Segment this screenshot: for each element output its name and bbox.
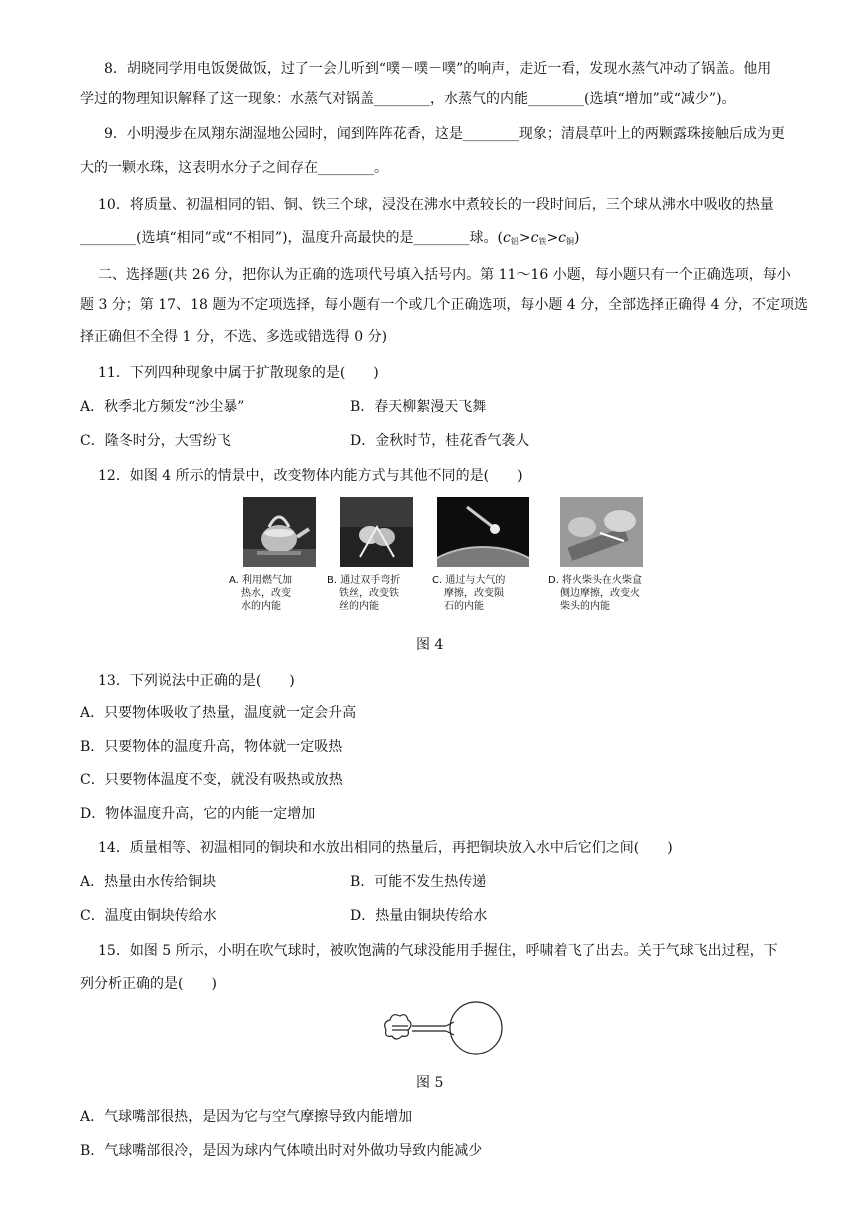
q8-line2: 学过的物理知识解释了这一现象：水蒸气对锅盖________，水蒸气的内能________(选填“增加”或“减少”)。 [80, 91, 736, 107]
q14-option-d: D．热量由铜块传给水 [350, 908, 488, 924]
q11-option-a: A．秋季北方频发“沙尘暴” [80, 399, 245, 415]
caption-d-line3: 柴头的内能 [560, 601, 610, 612]
q9-line2: 大的一颗水珠，这表明水分子之间存在________。 [80, 160, 388, 176]
section2-line2: 题 3 分；第 17、18 题为不定项选择，每小题有一个或几个正确选项，每小题 4 分，全部选择正确得 4 分，不定项选 [80, 297, 808, 313]
q13-option-d: D．物体温度升高，它的内能一定增加 [80, 806, 316, 822]
q15-line2: 列分析正确的是( ) [80, 976, 217, 992]
section2-line1: 二、选择题(共 26 分，把你认为正确的选项代号填入括号内。第 11～16 小题，每小题只有一个正确选项，每小 [98, 267, 791, 283]
q10-line1: 10．将质量、初温相同的铝、铜、铁三个球，浸没在沸水中煮较长的一段时间后，三个球从沸水中吸收的热量 [98, 197, 774, 213]
q9-line1: 9．小明漫步在凤翔东湖湿地公园时，闻到阵阵花香，这是________现象；清晨草叶上的两颗露珠接触后成为更 [104, 126, 785, 142]
section2-line3: 择正确但不全得 1 分，不选、多选或错选得 0 分) [80, 329, 388, 345]
q15-option-b: B．气球嘴部很冷，是因为球内气体喷出时对外做功导致内能减少 [80, 1143, 483, 1159]
q13-option-c: C．只要物体温度不变，就没有吸热或放热 [80, 772, 343, 788]
caption-a-line1: A. 利用燃气加 [229, 575, 293, 586]
caption-c-line2: 摩擦，改变陨 [444, 588, 504, 599]
caption-c [432, 574, 505, 613]
sub-al: 铝 [510, 237, 519, 246]
sub-cu: 铜 [566, 237, 575, 246]
gt-2: > [546, 230, 559, 246]
c-symbol-fe: c [530, 230, 539, 246]
match-striking-photo [560, 497, 643, 567]
q10-line2 [80, 227, 579, 247]
q13-stem: 13．下列说法中正确的是( ) [98, 673, 295, 689]
q13-option-a: A．只要物体吸收了热量，温度就一定会升高 [80, 705, 357, 721]
caption-c-line1: C. 通过与大气的 [432, 575, 506, 586]
caption-a [229, 574, 292, 613]
q10-line2-text: ________(选填“相同”或“不相同”)，温度升高最快的是________球。( [80, 230, 504, 246]
caption-a-line3: 水的内能 [241, 601, 281, 612]
meteor-photo [437, 497, 529, 567]
q14-stem: 14．质量相等、初温相同的铜块和水放出相同的热量后，再把铜块放入水中后它们之间( ) [98, 840, 673, 856]
caption-b-line3: 丝的内能 [339, 601, 379, 612]
q11-option-d: D．金秋时节，桂花香气袭人 [350, 433, 530, 449]
balloon-drawing [380, 1000, 508, 1056]
q15-line1: 15．如图 5 所示，小明在吹气球时，被吹饱满的气球没能用手握住，呼啸着飞了出去。关于气球飞出过程，下 [98, 943, 778, 959]
q15-option-a: A．气球嘴部很热，是因为它与空气摩擦导致内能增加 [80, 1109, 413, 1125]
q11-option-b: B．春天柳絮漫天飞舞 [350, 399, 487, 415]
close-paren: ) [574, 230, 580, 246]
q12-stem: 12．如图 4 所示的情景中，改变物体内能方式与其他不同的是( ) [98, 468, 523, 484]
caption-d [548, 574, 642, 613]
c-symbol-cu: c [558, 230, 567, 246]
gt-1: > [518, 230, 531, 246]
caption-d-line1: D. 将火柴头在火柴盒 [548, 575, 643, 586]
caption-d-line2: 侧边摩擦，改变火 [560, 588, 640, 599]
figure-5-label: 图 5 [416, 1075, 444, 1091]
sub-fe: 铁 [538, 237, 547, 246]
q13-option-b: B．只要物体的温度升高，物体就一定吸热 [80, 739, 343, 755]
kettle-photo [243, 497, 316, 567]
q14-option-b: B．可能不发生热传递 [350, 874, 487, 890]
figure-4-label: 图 4 [416, 637, 444, 653]
q8-line1: 8．胡晓同学用电饭煲做饭，过了一会儿听到“噗－噗－噗”的响声，走近一看，发现水蒸气冲动了锅盖。他用 [104, 61, 772, 77]
q14-option-a: A．热量由水传给铜块 [80, 874, 217, 890]
q11-option-c: C．隆冬时分，大雪纷飞 [80, 433, 231, 449]
caption-c-line3: 石的内能 [444, 601, 484, 612]
bending-wire-photo [340, 497, 413, 567]
caption-b-line1: B. 通过双手弯折 [327, 575, 401, 586]
caption-b [327, 574, 400, 613]
q14-option-c: C．温度由铜块传给水 [80, 908, 217, 924]
caption-a-line2: 热水，改变 [241, 588, 291, 599]
q11-stem: 11．下列四种现象中属于扩散现象的是( ) [98, 365, 379, 381]
caption-b-line2: 铁丝，改变铁 [339, 588, 399, 599]
c-symbol-al: c [503, 230, 511, 246]
